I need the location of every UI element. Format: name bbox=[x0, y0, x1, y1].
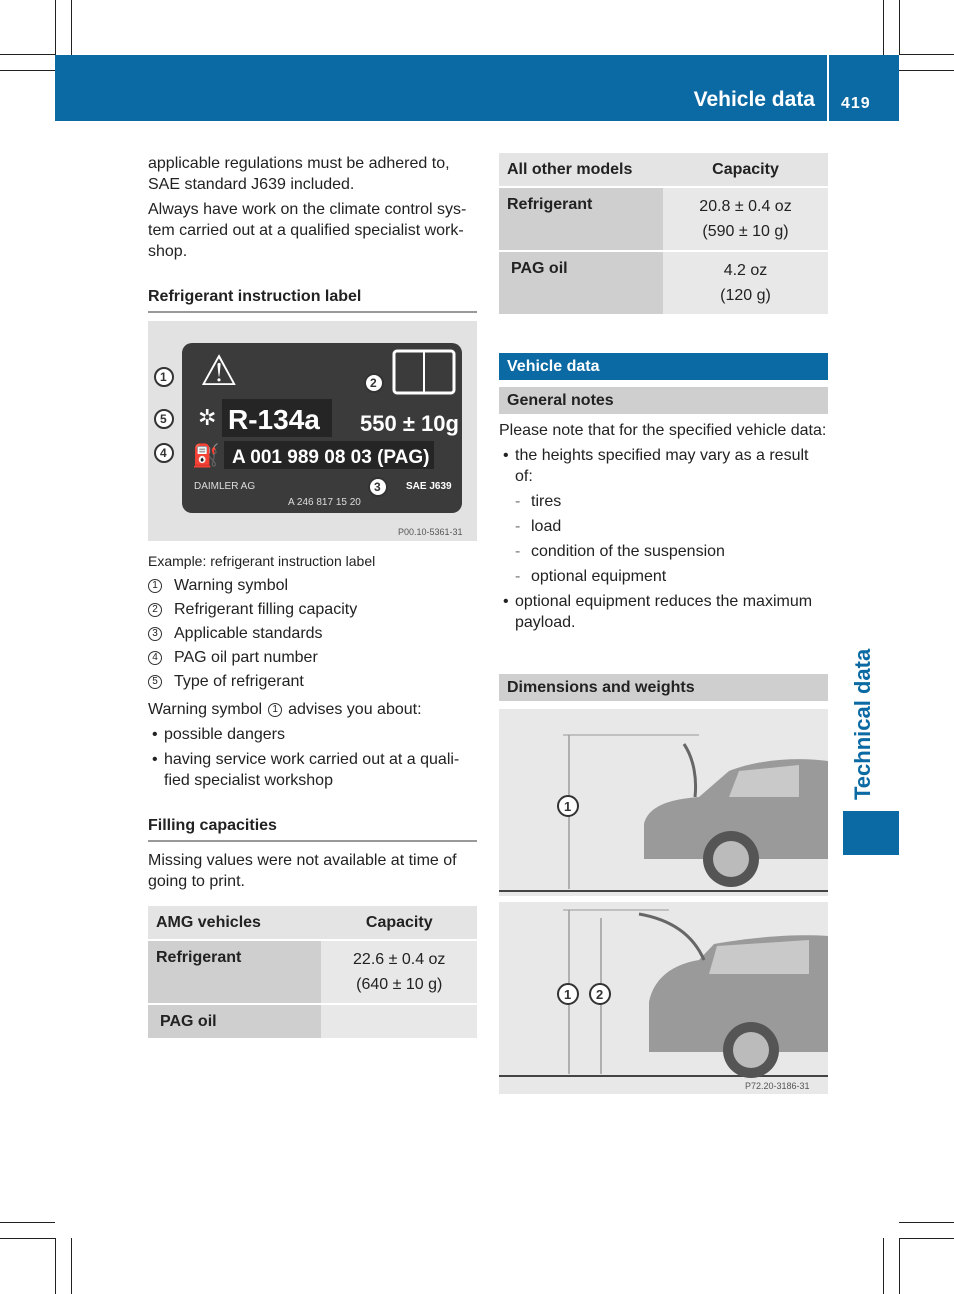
warning-intro-number: 1 bbox=[268, 703, 282, 717]
table-row bbox=[499, 252, 828, 314]
legend-text: Applicable standards bbox=[174, 625, 323, 642]
sub-list-item: - load bbox=[499, 516, 828, 537]
value-line: (640 ± 10 g) bbox=[356, 976, 443, 993]
legend-item bbox=[148, 599, 477, 620]
image-caption: Example: refrigerant instruction label bbox=[148, 553, 376, 569]
legend-item bbox=[148, 575, 477, 596]
capacity-text: 550 ± 10g bbox=[360, 411, 459, 436]
value-line: 4.2 oz bbox=[723, 262, 768, 279]
crop-mark bbox=[0, 1238, 55, 1239]
image-ref-text: P72.20-3186-31 bbox=[745, 1081, 810, 1091]
oil-can-icon: ⛽ bbox=[192, 444, 220, 469]
crop-mark bbox=[883, 1238, 884, 1294]
list-item: • possible dangers bbox=[148, 724, 477, 745]
crop-mark bbox=[899, 1238, 954, 1239]
gear-icon: ✲ bbox=[198, 406, 217, 431]
callout-4: 4 bbox=[160, 446, 167, 460]
crop-mark bbox=[0, 54, 55, 55]
page-title: Vehicle data bbox=[693, 88, 815, 111]
value-line: 20.8 ± 0.4 oz bbox=[699, 198, 792, 215]
sub-list-item: - condition of the suspension bbox=[499, 541, 828, 562]
other-capacity-table bbox=[499, 151, 828, 316]
label-code-text: A 246 817 15 20 bbox=[288, 497, 361, 508]
legend-text: Warning symbol bbox=[174, 577, 289, 594]
table-row bbox=[499, 188, 828, 250]
table-header: AMG vehicles bbox=[148, 906, 321, 939]
crop-mark bbox=[71, 1238, 72, 1294]
legend-item bbox=[148, 647, 477, 668]
callout-5: 5 bbox=[160, 412, 167, 426]
crop-mark bbox=[55, 1238, 56, 1294]
list-item: • the heights specified may vary as a result of: bbox=[499, 445, 828, 487]
warning-list bbox=[148, 724, 477, 791]
crop-mark bbox=[899, 70, 954, 71]
estate-height-image bbox=[499, 902, 828, 1094]
sub-list-item: - optional equipment bbox=[499, 566, 828, 587]
table-cell bbox=[663, 252, 828, 314]
callout-1: 1 bbox=[564, 987, 572, 1002]
page-header bbox=[55, 55, 899, 121]
crop-mark bbox=[71, 0, 72, 55]
estate-illustration bbox=[499, 902, 828, 1094]
table-header: All other models bbox=[499, 153, 663, 186]
page-number: 419 bbox=[841, 95, 871, 112]
maker-text: DAIMLER AG bbox=[194, 481, 256, 492]
general-intro: Please note that for the specified vehicle data: bbox=[499, 422, 827, 439]
table-cell bbox=[321, 941, 477, 1003]
intro-paragraph: applicable regulations must be adhered to, SAE standard J639 included. bbox=[148, 155, 450, 193]
refrigerant-label-illustration bbox=[148, 321, 477, 541]
table-row bbox=[148, 1005, 477, 1038]
crop-mark bbox=[899, 0, 900, 55]
crop-mark bbox=[899, 1222, 954, 1223]
crop-mark bbox=[899, 54, 954, 55]
right-column bbox=[499, 153, 828, 1094]
callout-1: 1 bbox=[160, 370, 167, 384]
callout-2: 2 bbox=[596, 987, 604, 1002]
filling-heading: Filling capacities bbox=[148, 815, 477, 842]
left-column bbox=[148, 153, 477, 1040]
header-divider bbox=[827, 55, 829, 121]
callout-1: 1 bbox=[564, 799, 572, 814]
list-item: • optional equipment reduces the maximum payload. bbox=[499, 591, 828, 633]
legend-number: 2 bbox=[148, 603, 162, 617]
sedan-height-image bbox=[499, 709, 828, 896]
table-cell bbox=[321, 1005, 477, 1038]
dimensions-heading: Dimensions and weights bbox=[499, 674, 828, 701]
sub-list-item: - tires bbox=[499, 491, 828, 512]
general-notes-heading: General notes bbox=[499, 387, 828, 414]
sedan-illustration bbox=[499, 709, 828, 896]
amg-capacity-table bbox=[148, 904, 477, 1040]
legend-item bbox=[148, 623, 477, 644]
crop-mark bbox=[55, 0, 56, 55]
value-line: 22.6 ± 0.4 oz bbox=[353, 951, 446, 968]
part-number-text: A 001 989 08 03 (PAG) bbox=[232, 447, 430, 468]
legend-text: Refrigerant filling capacity bbox=[174, 601, 358, 618]
value-line: (120 g) bbox=[720, 287, 771, 304]
intro-paragraph: Always have work on the climate control sys-tem carried out at a qualified specialist work-shop. bbox=[148, 201, 467, 260]
side-tab-label: Technical data bbox=[850, 648, 875, 800]
filling-note: Missing values were not available at time of going to print. bbox=[148, 852, 457, 890]
warning-icon: ⚠ bbox=[200, 346, 238, 395]
table-row bbox=[148, 941, 477, 1003]
standard-text: SAE J639 bbox=[406, 481, 452, 492]
callout-2: 2 bbox=[370, 376, 377, 390]
legend-number: 5 bbox=[148, 675, 162, 689]
notes-list bbox=[499, 445, 828, 487]
table-cell: PAG oil bbox=[499, 252, 663, 314]
table-cell: Refrigerant bbox=[499, 188, 663, 250]
legend-list bbox=[148, 575, 477, 692]
image-ref-text: P00.10-5361-31 bbox=[398, 527, 463, 537]
crop-mark bbox=[883, 0, 884, 55]
legend-number: 4 bbox=[148, 651, 162, 665]
warning-intro-text: Warning symbol bbox=[148, 701, 263, 718]
legend-item bbox=[148, 671, 477, 692]
value-line: (590 ± 10 g) bbox=[702, 223, 789, 240]
table-header: Capacity bbox=[321, 906, 477, 939]
table-cell: Refrigerant bbox=[148, 941, 321, 1003]
notes-list bbox=[499, 591, 828, 633]
heights-sublist bbox=[499, 491, 828, 587]
crop-mark bbox=[899, 1238, 900, 1294]
list-item: • having service work carried out at a quali-fied specialist workshop bbox=[148, 749, 477, 791]
warning-intro bbox=[148, 699, 477, 720]
side-tab-marker bbox=[843, 811, 899, 855]
legend-text: PAG oil part number bbox=[174, 649, 318, 666]
warning-intro-text: advises you about: bbox=[288, 701, 422, 718]
crop-mark bbox=[0, 1222, 55, 1223]
vehicle-data-heading: Vehicle data bbox=[499, 353, 828, 380]
table-cell: PAG oil bbox=[148, 1005, 321, 1038]
refrigerant-type-text: R-134a bbox=[228, 404, 320, 435]
refrigerant-label-image bbox=[148, 321, 477, 541]
legend-number: 3 bbox=[148, 627, 162, 641]
legend-number: 1 bbox=[148, 579, 162, 593]
label-heading: Refrigerant instruction label bbox=[148, 286, 477, 313]
crop-mark bbox=[0, 70, 55, 71]
callout-3: 3 bbox=[374, 480, 381, 494]
table-header: Capacity bbox=[663, 153, 828, 186]
legend-text: Type of refrigerant bbox=[174, 673, 304, 690]
table-cell bbox=[663, 188, 828, 250]
